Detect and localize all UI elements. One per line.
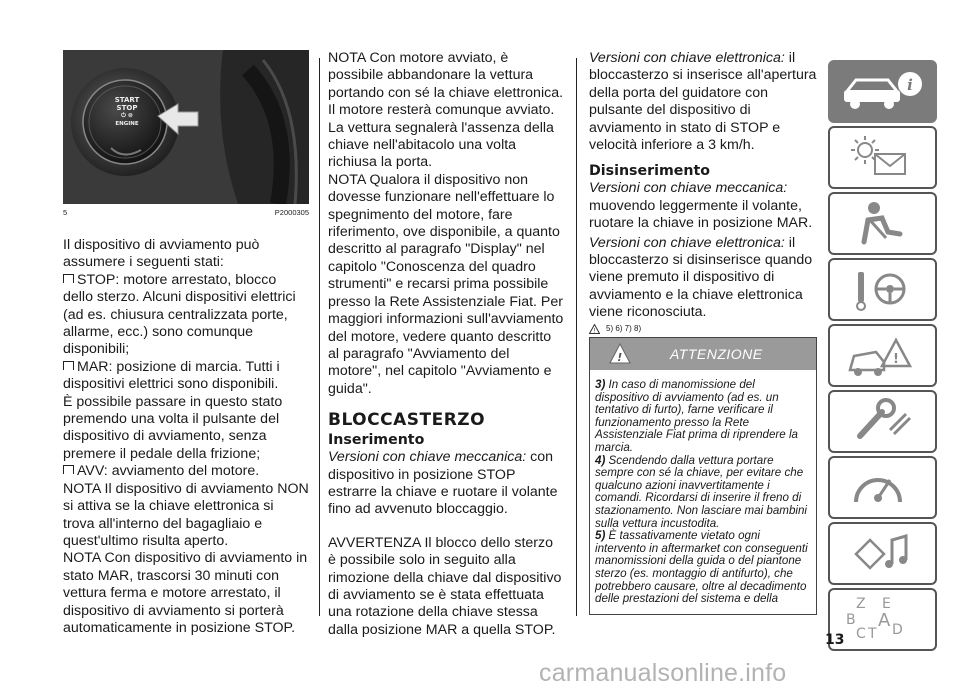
tab-dashboard[interactable]	[828, 126, 937, 189]
bullet-avv: AVV: avviamento del motore.	[63, 463, 309, 480]
attention-header	[590, 338, 816, 370]
watermark: carmanualsonline.info	[539, 659, 787, 687]
nota-3: NOTA Con motore avviato, è possibile abbandonare la vettura portando con sé la chiave elettronica. Il motore resterà comunque avviato. La vettura segnalerà l'assenza della chiave nell'abitacolo una volta richiusa la porta.	[328, 50, 564, 171]
figure-code: P2000305	[274, 208, 309, 217]
photo-caption	[63, 208, 309, 217]
attention-title: ATTENZIONE	[670, 346, 763, 362]
svg-text:i: i	[907, 76, 913, 94]
button-label: START STOP ⏻ ⊜ ENGINE	[107, 96, 147, 128]
column-divider	[319, 58, 320, 616]
subheading-inserimento: Inserimento	[328, 432, 425, 449]
mech-key-paragraph: Versioni con chiave meccanica: con dispositivo in posizione STOP estrarre la chiave e ruotare il volante fino ad avvenuto bloccaggio.	[328, 449, 558, 518]
page-number: 13	[825, 632, 845, 648]
elec-key-paragraph-2: Versioni con chiave elettronica: il bloccasterzo si disinserisce quando viene premuto il dispositivo di avviamento e la chiave elettronica viene riconosciuta.	[589, 234, 813, 321]
attention-body	[590, 370, 816, 606]
avvertenza: AVVERTENZA Il blocco dello sterzo è possibile solo in seguito alla rimozione della chiave dal dispositivo di avviamento se è stata effettuata una rotazione della chiave stessa dalla posizione MAR a quella STOP.	[328, 534, 562, 638]
index-letters: Z E B A C T D	[846, 596, 903, 642]
nota-4: NOTA Qualora il dispositivo non dovesse funzionare nell'effettuare lo spegnimento del motore, fare riferimento, ove disponibile, a quanto descritto al paragrafo "Display" nel capitolo "Conoscenza del quadro strumenti" e recarsi prima possibile presso la Rete Assistenziale Fiat. Per maggiori informazioni sull'avviamento del motore, vedere quanto descritto al paragrafo "Avviamento del motore", nel capitolo "Avviamento e guida".	[328, 171, 564, 397]
warning-refs: ! 5) 6) 7) 8)	[589, 324, 820, 334]
nota-1: NOTA Il dispositivo di avviamento NON si attiva se la chiave elettronica si trova all'interno del bagagliaio e quest'ultimo risulta aperto.	[63, 480, 309, 549]
bullet-icon	[63, 274, 74, 283]
column-divider	[576, 58, 577, 616]
warning-triangle-icon	[590, 339, 650, 369]
start-stop-button-image	[63, 50, 309, 204]
column-3	[589, 50, 820, 334]
warning-triangle-icon	[589, 324, 600, 334]
tab-vehicle-info[interactable]	[828, 60, 937, 123]
subheading-disinserimento: Disinserimento	[589, 163, 711, 180]
bullet-icon	[63, 361, 74, 370]
section-heading: BLOCCASTERZO	[328, 410, 486, 431]
bullet-icon	[63, 465, 74, 474]
tab-safety[interactable]	[828, 192, 937, 255]
key-wheel-icon	[830, 260, 935, 319]
bullet-mar: MAR: posizione di marcia. Tutti i dispositivi elettrici sono disponibili.	[63, 358, 280, 393]
attention-item-5: 5) È tassativamente vietato ogni intervento in aftermarket con conseguenti manomissioni della guida o del piantone sterzo (es. montaggio di antifurto), che potrebbero causare, oltre al decadimento delle prestazioni del sistema e della	[595, 529, 808, 606]
figure-number: 5	[63, 208, 68, 217]
tab-emergency[interactable]	[828, 324, 937, 387]
sun-envelope-icon	[830, 128, 935, 187]
power-symbols: ⏻ ⊜	[121, 112, 133, 119]
svg-text:!: !	[593, 327, 596, 334]
intro-text: Il dispositivo di avviamento può assumere i seguenti stati:	[63, 237, 260, 271]
seatbelt-icon	[830, 194, 935, 253]
tools-icon	[830, 392, 935, 451]
start-stop-photo	[63, 50, 309, 204]
attention-item-3: 3) In caso di manomissione del dispositivo di avviamento (ad es. un tentativo di furto), farne verificare il funzionamento presso la Rete Assistenziale Fiat prima di riprendere la marcia.	[595, 378, 798, 454]
tab-technical-data[interactable]	[828, 456, 937, 519]
car-info-icon	[830, 62, 935, 121]
gauge-icon	[830, 458, 935, 517]
car-warning-icon	[830, 326, 935, 385]
column-1	[63, 50, 309, 637]
attention-item-4: 4) Scendendo dalla vettura portare sempre con sé la chiave, per evitare che qualcuno azioni inavvertitamente i comandi. Ricordarsi di inserire il freno di stazionamento. Non lasciare mai bambini sulla vettura incustodita.	[595, 453, 808, 530]
bullet-stop: STOP: motore arrestato, blocco dello sterzo. Alcuni dispositivi elettrici (ad es. chiusura centralizzata porte, allarme, ecc.) sono comunque disponibili;	[63, 271, 296, 358]
mech-key-paragraph-2: Versioni con chiave meccanica: muovendo leggermente il volante, ruotare la chiave in posizione MAR.	[589, 180, 813, 232]
svg-text:!: !	[617, 351, 623, 364]
tab-multimedia[interactable]	[828, 522, 937, 585]
music-note-icon	[830, 524, 935, 583]
tab-driving[interactable]	[828, 258, 937, 321]
attention-box	[589, 337, 817, 615]
mar-extra: È possibile passare in questo stato premendo una volta il pulsante del dispositivo di avviamento, senza premere il pedale della frizione;	[63, 393, 283, 462]
elec-key-paragraph: Versioni con chiave elettronica: il bloccasterzo si inserisce all'apertura della porta del guidatore con pulsante del dispositivo di avviamento in stato di STOP e velocità inferiore a 3 km/h.	[589, 50, 817, 154]
svg-text:!: !	[893, 352, 899, 367]
tab-maintenance[interactable]	[828, 390, 937, 453]
nota-2: NOTA Con dispositivo di avviamento in stato MAR, trascorsi 30 minuti con vettura ferma e motore arrestato, il dispositivo di avviamento si porterà automaticamente in posizione STOP.	[63, 550, 308, 636]
column-2	[328, 50, 564, 639]
